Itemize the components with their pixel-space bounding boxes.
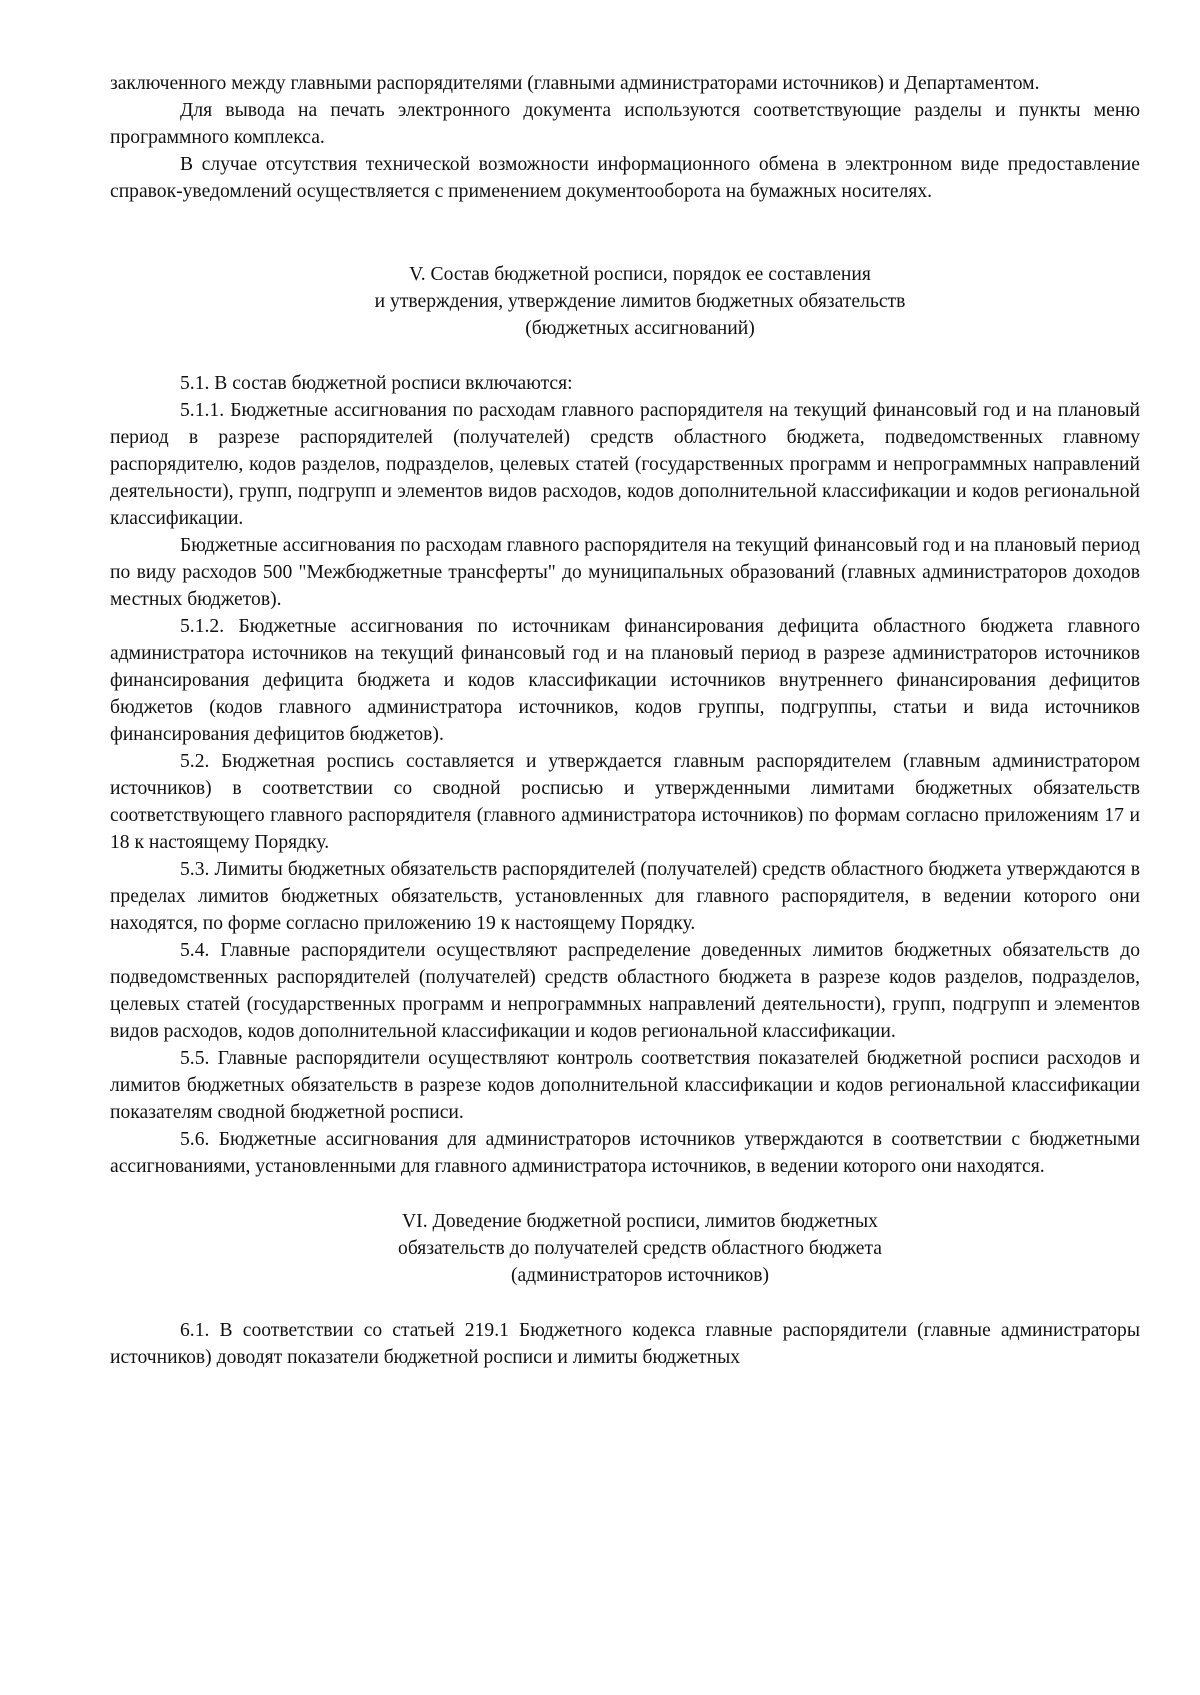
intro-paragraph-paper: В случае отсутствия технической возможности информационного обмена в электронном виде предоставление справок-уведомлений осуществляется с применением документооборота на бумажных носителях.	[110, 154, 1140, 202]
section-5-heading-line-1: V. Состав бюджетной росписи, порядок ее составления	[409, 264, 871, 285]
paragraph-5-2: 5.2. Бюджетная роспись составляется и утверждается главным распорядителем (главным администратором источников) в соответствии со сводной росписью и утвержденными лимитами бюджетных обязательств соответствующего главного распорядителя (главного администратора источников) по формам согласно приложениям 17 и 18 к настоящему Порядку.	[110, 751, 1140, 853]
paragraph-5-5: 5.5. Главные распорядители осуществляют контроль соответствия показателей бюджетной росписи расходов и лимитов бюджетных обязательств в разрезе кодов дополнительной классификации и кодов региональной классификации показателям сводной бюджетной росписи.	[110, 1048, 1140, 1123]
paragraph-6-1: 6.1. В соответствии со статьей 219.1 Бюджетного кодекса главные распорядители (главные администраторы источников) доводят показатели бюджетной росписи и лимиты бюджетных	[110, 1320, 1140, 1368]
paragraph-5-3: 5.3. Лимиты бюджетных обязательств распорядителей (получателей) средств областного бюджета утверждаются в пределах лимитов бюджетных обязательств, установленных для главного распорядителя, в ведении которого они находятся, по форме согласно приложению 19 к настоящему Порядку.	[110, 859, 1140, 934]
paragraph-5-4: 5.4. Главные распорядители осуществляют распределение доведенных лимитов бюджетных обязательств до подведомственных распорядителей (получателей) средств областного бюджета в разрезе кодов разделов, подразделов, целевых статей (государственных программ и непрограммных направлений деятельности), групп, подгрупп и элементов видов расходов, кодов дополнительной классификации и кодов региональной классификации.	[110, 940, 1140, 1042]
section-5-heading-line-2: и утверждения, утверждение лимитов бюджетных обязательств	[374, 291, 906, 312]
paragraph-5-1-1-transfers: Бюджетные ассигнования по расходам главного распорядителя на текущий финансовый год и на плановый период по виду расходов 500 "Межбюджетные трансферты" до муниципальных образований (главных администраторов доходов местных бюджетов).	[110, 535, 1140, 610]
paragraph-5-6: 5.6. Бюджетные ассигнования для администраторов источников утверждаются в соответствии с бюджетными ассигнованиями, установленными для главного администратора источников, в ведении которого они находятся.	[110, 1129, 1140, 1177]
section-6-heading-line-1: VI. Доведение бюджетной росписи, лимитов бюджетных	[402, 1211, 878, 1232]
paragraph-5-1-2: 5.1.2. Бюджетные ассигнования по источникам финансирования дефицита областного бюджета главного администратора источников на текущий финансовый год и на плановый период в разрезе администраторов источников финансирования дефицита бюджета и кодов классификации источников внутреннего финансирования дефицитов бюджетов (кодов главного администратора источников, кодов группы, подгруппы, статьи и вида источников финансирования дефицитов бюджетов).	[110, 616, 1140, 745]
intro-paragraph-print: Для вывода на печать электронного документа используются соответствующие разделы и пункты меню программного комплекса.	[110, 100, 1140, 148]
section-6-heading-line-2: обязательств до получателей средств областного бюджета	[398, 1238, 882, 1259]
section-5-heading	[110, 261, 1140, 342]
paragraph-5-1: 5.1. В состав бюджетной росписи включаются:	[180, 373, 573, 394]
intro-paragraph-continuation: заключенного между главными распорядителями (главными администраторами источников) и Департаментом.	[110, 73, 1040, 94]
paragraph-5-1-1: 5.1.1. Бюджетные ассигнования по расходам главного распорядителя на текущий финансовый год и на плановый период в разрезе распорядителей (получателей) средств областного бюджета, подведомственных главному распорядителю, кодов разделов, подразделов, целевых статей (государственных программ и непрограммных направлений деятельности), групп, подгрупп и элементов видов расходов, кодов дополнительной классификации и кодов региональной классификации.	[110, 400, 1140, 529]
section-5-heading-line-3: (бюджетных ассигнований)	[525, 318, 755, 339]
section-6-heading	[110, 1208, 1140, 1289]
section-6-heading-line-3: (администраторов источников)	[510, 1265, 770, 1286]
